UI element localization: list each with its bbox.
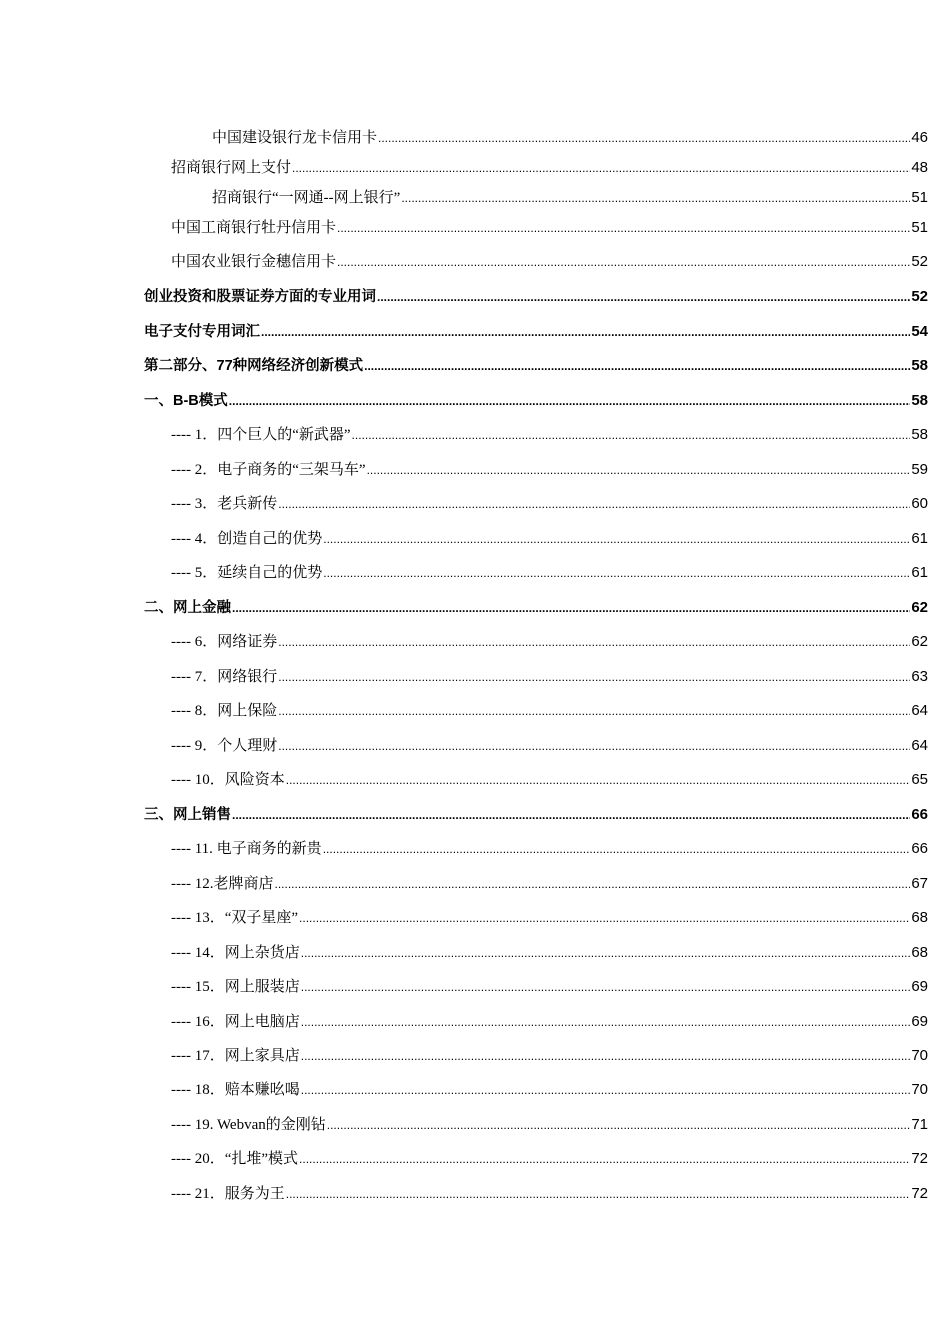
toc-leader-dots xyxy=(323,566,910,580)
toc-entry-title: ---- 11. 电子商务的新贵 xyxy=(171,841,322,857)
toc-entry[interactable] xyxy=(171,734,928,756)
toc-leader-dots xyxy=(278,497,910,511)
toc-entry-title: 招商银行“一网通--网上银行” xyxy=(212,190,401,206)
toc-entry-title: ---- 12.老牌商店 xyxy=(171,876,274,892)
toc-entry[interactable] xyxy=(171,699,928,721)
toc-leader-dots xyxy=(278,704,910,718)
toc-entry[interactable] xyxy=(171,1147,928,1169)
toc-leader-dots xyxy=(261,325,910,339)
toc-entry[interactable] xyxy=(171,906,928,928)
toc-leader-dots xyxy=(323,532,910,546)
toc-section-entry[interactable] xyxy=(144,285,928,307)
toc-entry-title: 一、B-B模式 xyxy=(144,393,228,409)
toc-leader-dots xyxy=(301,1015,911,1029)
toc-leader-dots xyxy=(301,946,911,960)
toc-leader-dots xyxy=(232,808,910,822)
toc-page-number: 67 xyxy=(911,875,928,892)
toc-page-number: 62 xyxy=(911,599,928,616)
toc-entry[interactable] xyxy=(171,458,928,480)
toc-leader-dots xyxy=(323,842,911,856)
toc-page-number: 72 xyxy=(911,1185,928,1202)
toc-entry-title: ---- 10．风险资本 xyxy=(171,772,285,788)
toc-page-number: 52 xyxy=(911,253,928,270)
toc-leader-dots xyxy=(301,980,911,994)
toc-page-number: 51 xyxy=(911,219,928,236)
toc-leader-dots xyxy=(301,1049,911,1063)
toc-leader-dots xyxy=(401,191,910,205)
toc-entry[interactable] xyxy=(171,216,928,238)
toc-entry[interactable] xyxy=(212,126,928,148)
toc-entry-title: ---- 8．网上保险 xyxy=(171,703,278,719)
toc-page-number: 63 xyxy=(911,668,928,685)
toc-page-number: 66 xyxy=(911,806,928,823)
toc-entry-title: ---- 1．四个巨人的“新武器” xyxy=(171,427,351,443)
toc-entry[interactable] xyxy=(171,156,928,178)
toc-page-number: 58 xyxy=(911,392,928,409)
toc-entry[interactable] xyxy=(171,665,928,687)
toc-leader-dots xyxy=(337,221,910,235)
toc-entry[interactable] xyxy=(171,1044,928,1066)
toc-entry[interactable] xyxy=(171,872,928,894)
toc-page-number: 62 xyxy=(911,633,928,650)
toc-entry[interactable] xyxy=(171,250,928,272)
toc-leader-dots xyxy=(278,739,910,753)
toc-page-number: 65 xyxy=(911,771,928,788)
toc-entry-title: ---- 20．“扎堆”模式 xyxy=(171,1151,299,1167)
toc-page-number: 58 xyxy=(911,357,928,374)
toc-page-number: 48 xyxy=(911,159,928,176)
toc-leader-dots xyxy=(292,161,910,175)
toc-page-number: 68 xyxy=(911,909,928,926)
toc-leader-dots xyxy=(299,1152,910,1166)
toc-section-entry[interactable] xyxy=(144,389,928,411)
toc-entry-title: ---- 6．网络证券 xyxy=(171,634,278,650)
toc-entry-title: 创业投资和股票证券方面的专业用词 xyxy=(144,289,376,305)
toc-page-number: 58 xyxy=(911,426,928,443)
toc-entry-title: ---- 7．网络银行 xyxy=(171,669,278,685)
toc-page-number: 71 xyxy=(911,1116,928,1133)
toc-section-entry[interactable] xyxy=(144,354,928,376)
toc-page-number: 61 xyxy=(911,564,928,581)
toc-page-number: 69 xyxy=(911,978,928,995)
toc-leader-dots xyxy=(364,359,910,373)
toc-entry-title: ---- 17．网上家具店 xyxy=(171,1048,300,1064)
toc-leader-dots xyxy=(278,635,910,649)
toc-leader-dots xyxy=(377,290,910,304)
toc-leader-dots xyxy=(301,1083,911,1097)
toc-leader-dots xyxy=(286,773,911,787)
toc-entry-title: ---- 9．个人理财 xyxy=(171,738,278,754)
toc-entry[interactable] xyxy=(171,1113,928,1135)
toc-entry-title: 招商银行网上支付 xyxy=(171,160,292,176)
toc-leader-dots xyxy=(278,670,910,684)
toc-entry-title: ---- 18．赔本赚吆喝 xyxy=(171,1082,300,1098)
toc-page-number: 51 xyxy=(911,189,928,206)
toc-entry-title: ---- 21．服务为王 xyxy=(171,1186,285,1202)
toc-entry-title: 中国工商银行牡丹信用卡 xyxy=(171,220,337,236)
toc-entry-title: ---- 16．网上电脑店 xyxy=(171,1014,300,1030)
toc-page-number: 59 xyxy=(911,461,928,478)
toc-entry[interactable] xyxy=(171,1182,928,1204)
toc-leader-dots xyxy=(299,911,910,925)
toc-entry[interactable] xyxy=(171,630,928,652)
toc-entry[interactable] xyxy=(171,423,928,445)
toc-leader-dots xyxy=(286,1187,911,1201)
toc-leader-dots xyxy=(229,394,911,408)
toc-entry-title: ---- 14．网上杂货店 xyxy=(171,945,300,961)
toc-leader-dots xyxy=(367,463,911,477)
toc-entry-title: ---- 2．电子商务的“三架马车” xyxy=(171,462,366,478)
toc-entry[interactable] xyxy=(212,186,928,208)
toc-page-number: 64 xyxy=(911,702,928,719)
toc-entry-title: ---- 13．“双子星座” xyxy=(171,910,299,926)
toc-entry-title: ---- 19. Webvan的金刚钻 xyxy=(171,1117,326,1133)
toc-entry-title: ---- 3．老兵新传 xyxy=(171,496,278,512)
toc-leader-dots xyxy=(232,601,910,615)
toc-entry[interactable] xyxy=(171,975,928,997)
toc-entry-title: 中国建设银行龙卡信用卡 xyxy=(212,130,378,146)
toc-entry-title: 三、网上销售 xyxy=(144,807,231,823)
toc-page-number: 52 xyxy=(911,288,928,305)
toc-entry-title: ---- 15．网上服装店 xyxy=(171,979,300,995)
toc-entry-title: 第二部分、77种网络经济创新模式 xyxy=(144,358,364,374)
toc-leader-dots xyxy=(352,428,911,442)
toc-entry[interactable] xyxy=(171,561,928,583)
toc-page-number: 69 xyxy=(911,1013,928,1030)
toc-entry-title: ---- 4．创造自己的优势 xyxy=(171,531,323,547)
toc-leader-dots xyxy=(337,255,910,269)
toc-entry[interactable] xyxy=(171,837,928,859)
toc-entry-title: 中国农业银行金穗信用卡 xyxy=(171,254,337,270)
toc-page-number: 72 xyxy=(911,1150,928,1167)
toc-leader-dots xyxy=(274,877,910,891)
toc-section-entry[interactable] xyxy=(144,320,928,342)
toc-page-number: 68 xyxy=(911,944,928,961)
toc-leader-dots xyxy=(378,131,910,145)
toc-section-entry[interactable] xyxy=(144,596,928,618)
toc-entry-title: ---- 5．延续自己的优势 xyxy=(171,565,323,581)
toc-page-number: 64 xyxy=(911,737,928,754)
toc-entry[interactable] xyxy=(171,527,928,549)
toc-page-number: 60 xyxy=(911,495,928,512)
toc-leader-dots xyxy=(327,1118,911,1132)
toc-page-number: 70 xyxy=(911,1081,928,1098)
toc-entry-title: 电子支付专用词汇 xyxy=(144,324,260,340)
toc-page-number: 70 xyxy=(911,1047,928,1064)
toc-section-entry[interactable] xyxy=(144,803,928,825)
toc-entry[interactable] xyxy=(171,1010,928,1032)
toc-page-number: 61 xyxy=(911,530,928,547)
toc-entry[interactable] xyxy=(171,492,928,514)
toc-page-number: 54 xyxy=(911,323,928,340)
toc-page-number: 66 xyxy=(911,840,928,857)
toc-entry[interactable] xyxy=(171,941,928,963)
toc-entry-title: 二、网上金融 xyxy=(144,600,231,616)
toc-entry[interactable] xyxy=(171,768,928,790)
toc-entry[interactable] xyxy=(171,1078,928,1100)
toc-page-number: 46 xyxy=(911,129,928,146)
